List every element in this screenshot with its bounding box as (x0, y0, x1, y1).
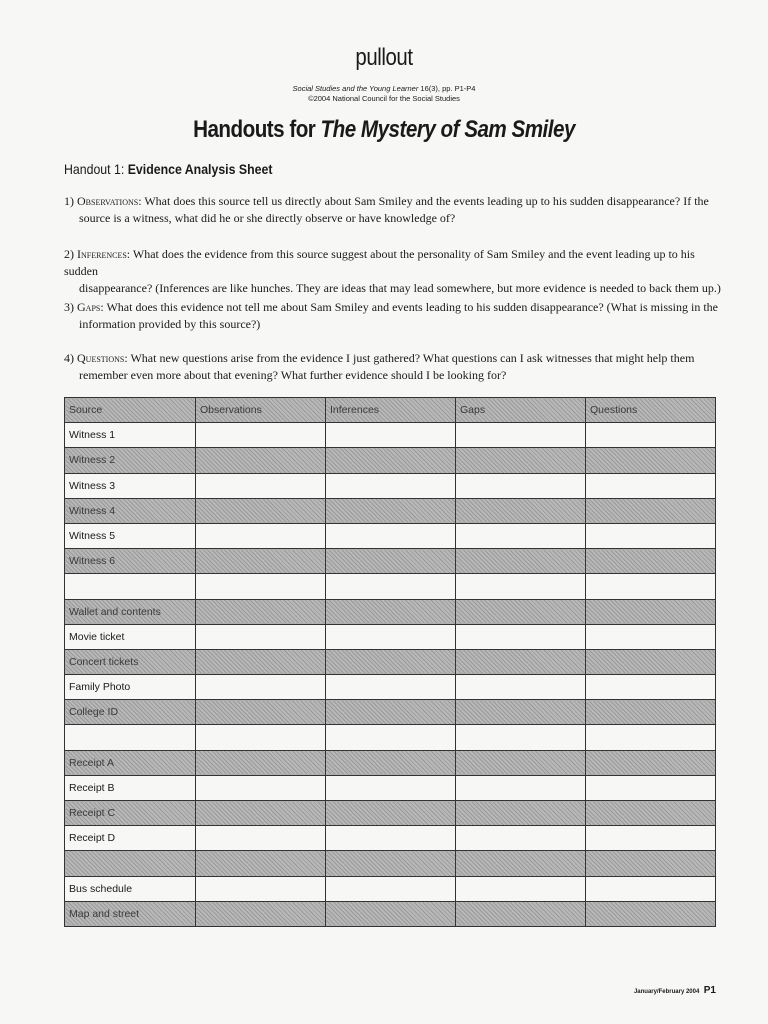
entry-cell[interactable] (586, 775, 716, 800)
entry-cell[interactable] (196, 901, 326, 926)
citation-journal: Social Studies and the Young Learner (292, 84, 419, 93)
table-row (65, 549, 716, 574)
entry-cell[interactable] (586, 599, 716, 624)
entry-cell[interactable] (586, 624, 716, 649)
entry-cell[interactable] (326, 523, 456, 548)
entry-cell[interactable] (586, 700, 716, 725)
source-cell: Receipt B (65, 775, 196, 800)
source-cell (65, 851, 196, 876)
entry-cell[interactable] (326, 473, 456, 498)
column-header-inferences: Inferences (326, 398, 456, 423)
page-number: P1 (703, 985, 716, 996)
table-row (65, 876, 716, 901)
entry-cell[interactable] (326, 750, 456, 775)
question-number: 1) (64, 194, 74, 208)
entry-cell[interactable] (196, 725, 326, 750)
source-cell: Witness 4 (65, 498, 196, 523)
handout-prefix: Handout 1: (64, 161, 128, 177)
entry-cell[interactable] (196, 876, 326, 901)
entry-cell[interactable] (586, 876, 716, 901)
entry-cell[interactable] (456, 700, 586, 725)
entry-cell[interactable] (586, 675, 716, 700)
entry-cell[interactable] (326, 775, 456, 800)
source-cell: Witness 1 (65, 423, 196, 448)
handout-heading (64, 161, 272, 177)
title-prefix: Handouts for (193, 116, 321, 143)
entry-cell[interactable] (326, 624, 456, 649)
source-cell: Receipt D (65, 826, 196, 851)
table-row (65, 725, 716, 750)
source-cell: Map and street (65, 901, 196, 926)
entry-cell[interactable] (456, 423, 586, 448)
entry-cell[interactable] (196, 775, 326, 800)
source-cell (65, 574, 196, 599)
entry-cell[interactable] (456, 473, 586, 498)
entry-cell[interactable] (586, 649, 716, 674)
table-row (65, 675, 716, 700)
table-row (65, 473, 716, 498)
source-cell: Witness 3 (65, 473, 196, 498)
question-text-continued: information provided by this source?) (79, 317, 261, 331)
entry-cell[interactable] (196, 851, 326, 876)
source-cell: Wallet and contents (65, 599, 196, 624)
evidence-analysis-table (64, 397, 716, 927)
source-cell: Receipt A (65, 750, 196, 775)
table-row (65, 448, 716, 473)
source-cell: Witness 6 (65, 549, 196, 574)
entry-cell[interactable] (586, 473, 716, 498)
entry-cell[interactable] (586, 851, 716, 876)
question-number: 4) (64, 351, 74, 365)
entry-cell[interactable] (196, 826, 326, 851)
table-row (65, 901, 716, 926)
entry-cell[interactable] (326, 649, 456, 674)
source-cell (65, 725, 196, 750)
entry-cell[interactable] (586, 826, 716, 851)
citation-issue: 16(3), pp. P1-P4 (420, 84, 476, 93)
source-cell: Family Photo (65, 675, 196, 700)
table-row (65, 851, 716, 876)
entry-cell[interactable] (456, 775, 586, 800)
entry-cell[interactable] (196, 523, 326, 548)
entry-cell[interactable] (586, 498, 716, 523)
entry-cell[interactable] (326, 801, 456, 826)
entry-cell[interactable] (456, 599, 586, 624)
entry-cell[interactable] (196, 498, 326, 523)
entry-cell[interactable] (326, 826, 456, 851)
table-row (65, 801, 716, 826)
question-text: What does this source tell us directly about Sam Smiley and the events leading up to his sudden disappearance? If the (141, 194, 709, 208)
column-header-observations: Observations (196, 398, 326, 423)
entry-cell[interactable] (326, 725, 456, 750)
entry-cell[interactable] (586, 901, 716, 926)
entry-cell[interactable] (326, 549, 456, 574)
column-header-source: Source (65, 398, 196, 423)
entry-cell[interactable] (196, 675, 326, 700)
source-cell: Witness 5 (65, 523, 196, 548)
question-text: What new questions arise from the evidence I just gathered? What questions can I ask witnesses that might help them (127, 351, 695, 365)
citation-copyright: ©2004 National Council for the Social Studies (308, 94, 460, 103)
entry-cell[interactable] (196, 423, 326, 448)
table-row (65, 700, 716, 725)
section-label: pullout (355, 44, 413, 71)
citation (0, 84, 768, 104)
table-body (65, 423, 716, 927)
table-row (65, 649, 716, 674)
question-text-continued: remember even more about that evening? What further evidence should I be looking for? (79, 368, 507, 382)
question-number: 2) (64, 247, 74, 261)
entry-cell[interactable] (326, 901, 456, 926)
entry-cell[interactable] (196, 448, 326, 473)
question-term: Observations: (77, 194, 142, 208)
title-italic: The Mystery of Sam Smiley (320, 116, 575, 143)
table-header-row (65, 398, 716, 423)
entry-cell[interactable] (586, 801, 716, 826)
entry-cell[interactable] (456, 523, 586, 548)
entry-cell[interactable] (456, 826, 586, 851)
question-observations (64, 193, 724, 227)
entry-cell[interactable] (456, 549, 586, 574)
question-term: Inferences: (77, 247, 131, 261)
source-cell: Bus schedule (65, 876, 196, 901)
question-term: Gaps: (77, 300, 104, 314)
entry-cell[interactable] (326, 599, 456, 624)
entry-cell[interactable] (456, 725, 586, 750)
source-cell: Witness 2 (65, 448, 196, 473)
entry-cell[interactable] (196, 549, 326, 574)
entry-cell[interactable] (456, 498, 586, 523)
entry-cell[interactable] (586, 448, 716, 473)
table-row (65, 624, 716, 649)
entry-cell[interactable] (586, 750, 716, 775)
entry-cell[interactable] (456, 624, 586, 649)
column-header-gaps: Gaps (456, 398, 586, 423)
table-row (65, 423, 716, 448)
entry-cell[interactable] (326, 876, 456, 901)
entry-cell[interactable] (326, 700, 456, 725)
entry-cell[interactable] (196, 624, 326, 649)
entry-cell[interactable] (196, 649, 326, 674)
page-footer (634, 980, 716, 998)
entry-cell[interactable] (456, 675, 586, 700)
question-text: What does this evidence not tell me about Sam Smiley and events leading to his sudden disappearance? (What is missing in the (103, 300, 718, 314)
entry-cell[interactable] (326, 448, 456, 473)
entry-cell[interactable] (586, 523, 716, 548)
entry-cell[interactable] (586, 549, 716, 574)
question-text-continued: disappearance? (Inferences are like hunches. They are ideas that may lead somewhere, but more evidence is needed to back them up.) (79, 281, 721, 295)
table-row (65, 523, 716, 548)
entry-cell[interactable] (456, 876, 586, 901)
entry-cell[interactable] (456, 801, 586, 826)
issue-date: January/February 2004 (633, 989, 700, 995)
entry-cell[interactable] (326, 851, 456, 876)
source-cell: College ID (65, 700, 196, 725)
table-row (65, 498, 716, 523)
entry-cell[interactable] (326, 675, 456, 700)
entry-cell[interactable] (456, 851, 586, 876)
question-text: What does the evidence from this source suggest about the personality of Sam Smiley and the event leading up to his sudden (64, 247, 695, 278)
question-gaps (64, 299, 724, 333)
table-row (65, 599, 716, 624)
question-text-continued: source is a witness, what did he or she directly observe or have knowledge of? (79, 211, 456, 225)
entry-cell[interactable] (196, 801, 326, 826)
entry-cell[interactable] (196, 700, 326, 725)
page-title (54, 116, 714, 144)
entry-cell[interactable] (196, 473, 326, 498)
entry-cell[interactable] (586, 574, 716, 599)
question-term: Questions: (77, 351, 128, 365)
entry-cell[interactable] (326, 423, 456, 448)
handout-name: Evidence Analysis Sheet (127, 161, 273, 177)
table-row (65, 826, 716, 851)
entry-cell[interactable] (196, 599, 326, 624)
table-row (65, 775, 716, 800)
column-header-questions: Questions (586, 398, 716, 423)
entry-cell[interactable] (456, 448, 586, 473)
entry-cell[interactable] (586, 423, 716, 448)
question-questions (64, 350, 724, 384)
source-cell: Movie ticket (65, 624, 196, 649)
entry-cell[interactable] (326, 498, 456, 523)
question-number: 3) (64, 300, 74, 314)
entry-cell[interactable] (456, 901, 586, 926)
entry-cell[interactable] (456, 574, 586, 599)
table-row (65, 574, 716, 599)
question-inferences (64, 246, 724, 297)
entry-cell[interactable] (456, 649, 586, 674)
entry-cell[interactable] (196, 574, 326, 599)
table-row (65, 750, 716, 775)
entry-cell[interactable] (456, 750, 586, 775)
source-cell: Concert tickets (65, 649, 196, 674)
source-cell: Receipt C (65, 801, 196, 826)
entry-cell[interactable] (586, 725, 716, 750)
entry-cell[interactable] (326, 574, 456, 599)
entry-cell[interactable] (196, 750, 326, 775)
